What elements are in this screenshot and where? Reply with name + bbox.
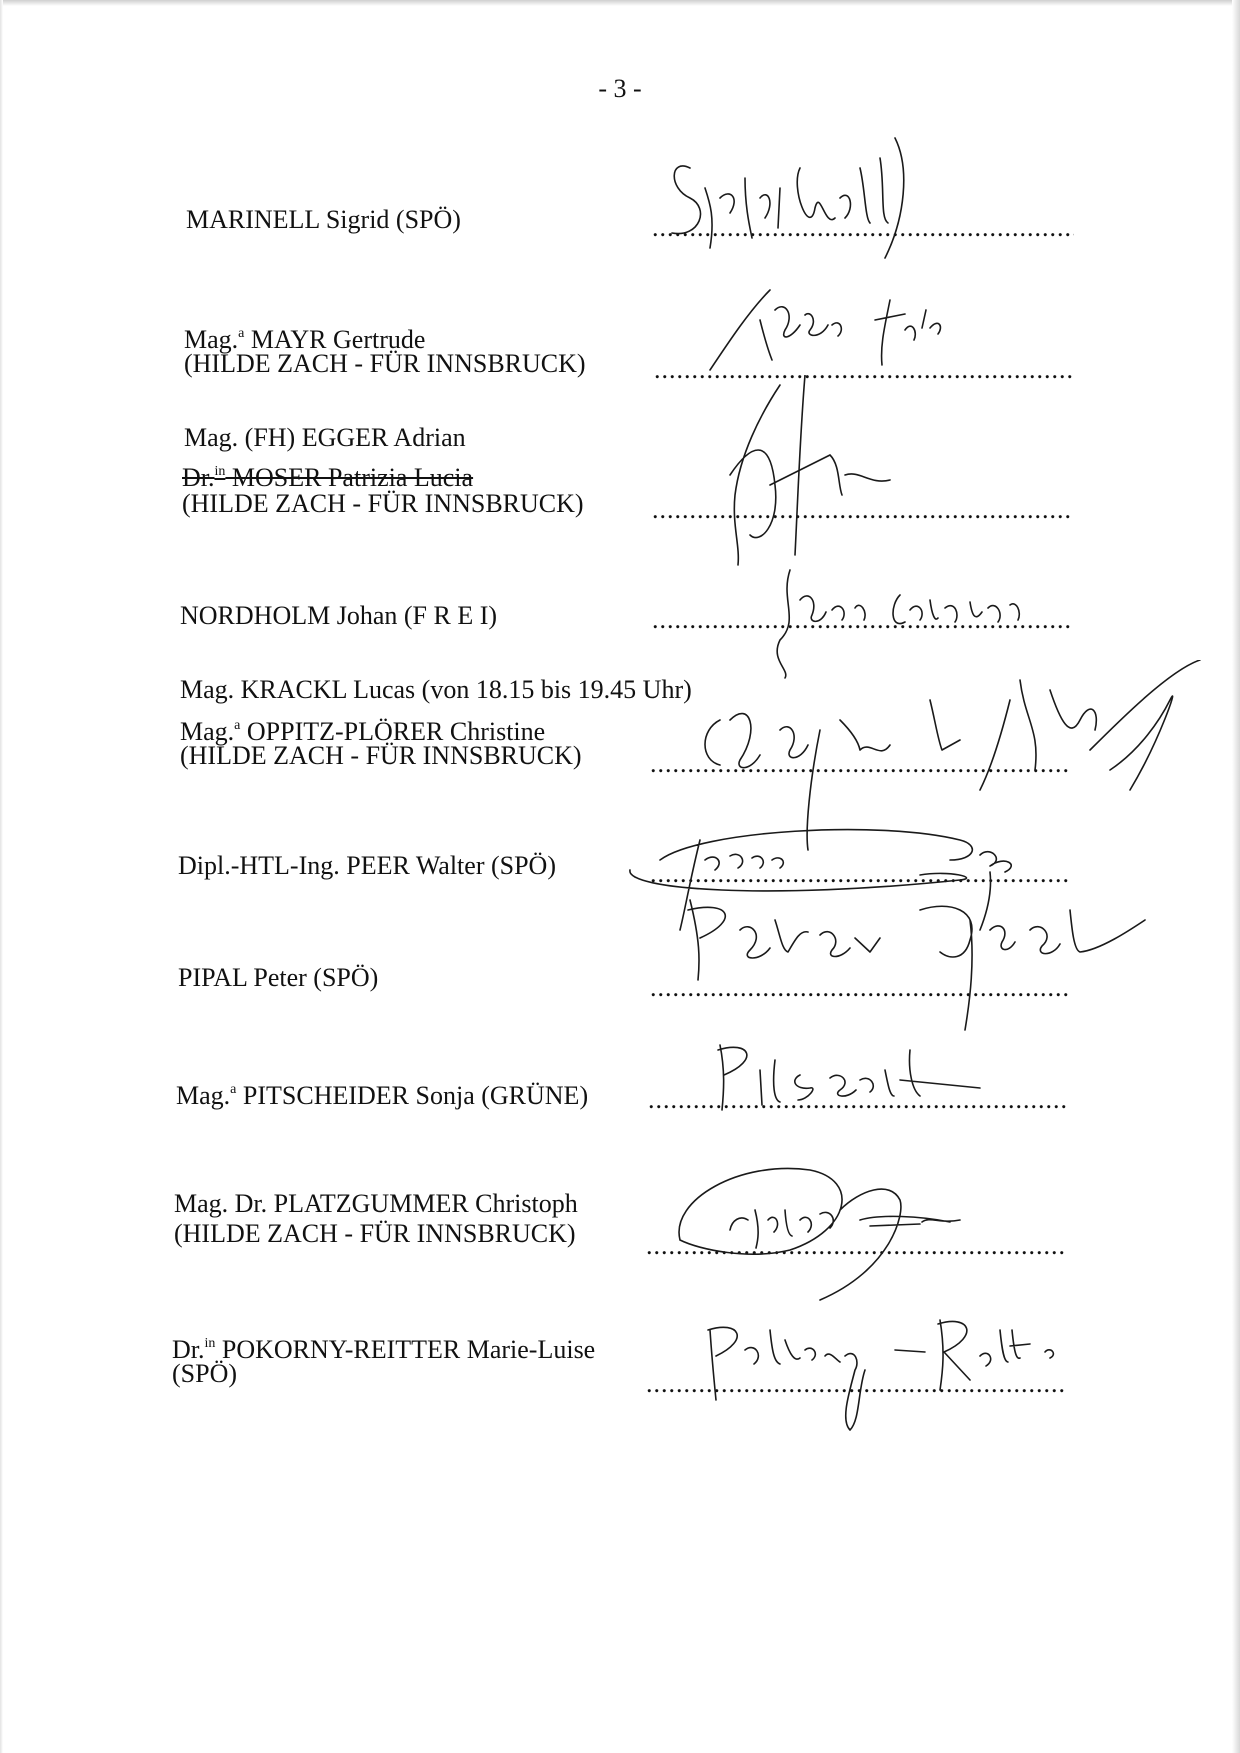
- signature-mayr: [700, 270, 960, 380]
- member-name: Mag.$^a$ PITSCHEIDER Sonja (GRÜNE): [176, 1081, 589, 1110]
- signature-marinell: [660, 128, 940, 278]
- member-name: Mag.$^a$ OPPITZ-PLÖRER Christine: [180, 717, 546, 746]
- member-name: PIPAL Peter (SPÖ): [178, 963, 379, 992]
- member-faction: (HILDE ZACH - FÜR INNSBRUCK): [182, 489, 584, 518]
- member-faction: (HILDE ZACH - FÜR INNSBRUCK): [184, 349, 586, 378]
- scan-edge-left: [0, 0, 3, 1753]
- member-name: Dipl.-HTL-Ing. PEER Walter (SPÖ): [178, 851, 556, 880]
- signature-pitscheider: [700, 1030, 1000, 1120]
- member-name: Mag. KRACKL Lucas (von 18.15 bis 19.45 Uhr): [180, 675, 692, 704]
- scan-edge-right: [1232, 0, 1240, 1753]
- member-faction: (HILDE ZACH - FÜR INNSBRUCK): [180, 741, 582, 770]
- member-name: Dr.$^{in}$ POKORNY-REITTER Marie-Luise: [172, 1335, 596, 1364]
- signature-platzgummer: [660, 1140, 1000, 1320]
- member-name: Mag.$^a$ MAYR Gertrude: [184, 325, 426, 354]
- member-name: Mag. (FH) EGGER Adrian: [184, 423, 466, 452]
- scan-edge-top: [0, 0, 1240, 6]
- signature-pokorny: [700, 1300, 1100, 1440]
- signature-pipal: [670, 880, 1150, 1040]
- member-name-struck: Dr.$^{in}$ MOSER Patrizia Lucia: [182, 463, 474, 492]
- member-name: Mag. Dr. PLATZGUMMER Christoph: [174, 1189, 578, 1218]
- page-number: - 3 -: [598, 74, 642, 103]
- member-faction: (SPÖ): [172, 1359, 238, 1388]
- member-faction: (HILDE ZACH - FÜR INNSBRUCK): [174, 1219, 576, 1248]
- member-name: MARINELL Sigrid (SPÖ): [186, 205, 461, 234]
- signature-egger: [720, 375, 920, 575]
- member-name: NORDHOLM Johan (F R E I): [180, 601, 498, 630]
